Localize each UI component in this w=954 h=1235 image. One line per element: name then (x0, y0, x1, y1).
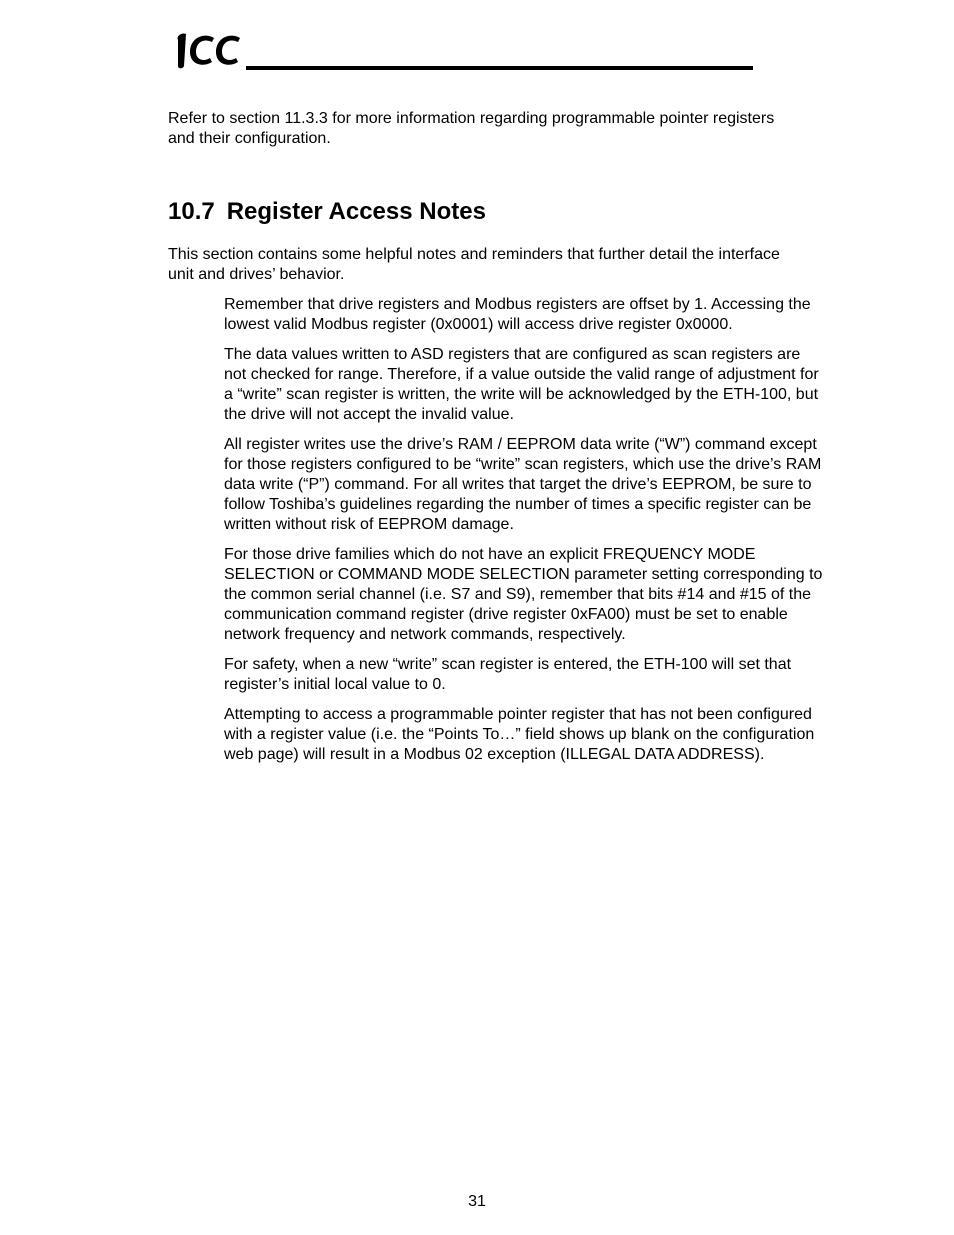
section-title: Register Access Notes (226, 198, 486, 225)
page-number: 31 (468, 1193, 486, 1210)
icc-logo (174, 28, 242, 72)
note-item: For safety, when a new “write” scan register is entered, the ETH-100 will set that register’s initial local value to 0. (224, 656, 792, 693)
section-number: 10.7 (168, 198, 215, 225)
note-item: All register writes use the drive’s RAM / EEPROM data write (“W”) command except for those registers configured to be “write” scan registers, which use the drive’s RAM data write (“P”) command. For all writes that target the drive’s EEPROM, be sure to follow Toshiba’s guidelines regarding the number of times a specific register can be written without risk of EEPROM damage. (224, 436, 822, 533)
register-notes-list (224, 295, 824, 775)
note-item: For those drive families which do not have an explicit FREQUENCY MODE SELECTION or COMMAND MODE SELECTION parameter setting corresponding to the common serial channel (i.e. S7 and S9), remember that bits #14 and #15 of the communication command register (drive register 0xFA00) must be set to enable network frequency and network commands, respectively. (224, 546, 823, 643)
note-item: Attempting to access a programmable pointer register that has not been configured with a register value (i.e. the “Points To…” field shows up blank on the configuration web page) will result in a Modbus 02 exception (ILLEGAL DATA ADDRESS). (224, 706, 815, 763)
intro-paragraph: Refer to section 11.3.3 for more information regarding programmable pointer registers and their configuration. (168, 110, 775, 147)
section-heading (168, 197, 486, 227)
section-intro-paragraph: This section contains some helpful notes and reminders that further detail the interface unit and drives’ behavior. (168, 246, 780, 283)
note-item: The data values written to ASD registers that are configured as scan registers are not checked for range. Therefore, if a value outside the valid range of adjustment for a “write” scan register is written, the write will be acknowledged by the ETH-100, but the drive will not accept the invalid value. (224, 346, 819, 423)
header-rule (246, 66, 753, 70)
note-item: Remember that drive registers and Modbus registers are offset by 1. Accessing the lowest valid Modbus register (0x0001) will access drive register 0x0000. (224, 296, 811, 333)
